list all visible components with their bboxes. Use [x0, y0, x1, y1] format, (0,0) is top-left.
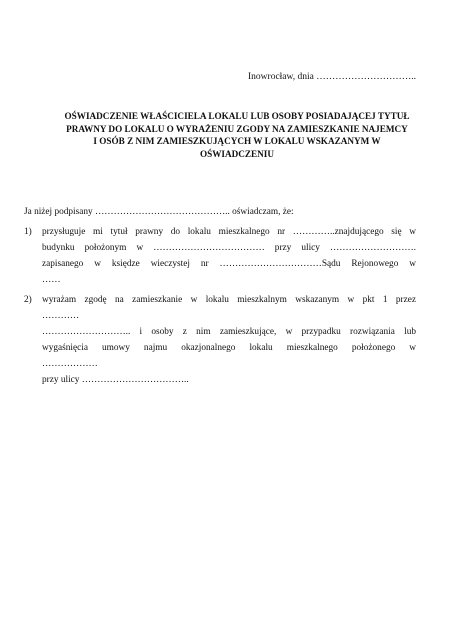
declaration-intro: Ja niżej podpisany …………………………………….. oświadczam, że:	[24, 207, 294, 217]
place-and-date: Inowrocław, dnia …………………………..	[248, 72, 416, 82]
title-line: OŚWIADCZENIU	[199, 148, 275, 159]
declaration-item-2	[24, 292, 416, 388]
declaration-body	[24, 204, 416, 392]
item-number: 1)	[24, 227, 32, 237]
item-line: przysługuje mi tytuł prawny do lokalu mieszkalnego nr …………..znajdującego się w	[42, 227, 416, 237]
item-text	[42, 292, 416, 388]
item-number: 2)	[24, 295, 32, 305]
title-line: OŚWIADCZENIE WŁAŚCICIELA LOKALU LUB OSOBY POSIADAJĄCEJ TYTUŁ	[64, 111, 410, 121]
item-line: ………………	[42, 359, 98, 369]
item-line: wygaśnięcia umowy najmu okazjonalnego lokalu mieszkalnego położonego w	[42, 343, 416, 353]
item-line: budynku położonym w ……………………………… przy ulicy ……………………….	[42, 243, 416, 253]
item-line: zapisanego w księdze wieczystej nr ……………………………Sądu Rejonowego w	[42, 259, 416, 269]
title-line: PRAWNY DO LOKALU O WYRAŻENIU ZGODY NA ZAMIESZKANIE NAJEMCY	[66, 123, 408, 134]
item-line: ……………………….. i osoby z nim zamieszkujące, w przypadku rozwiązania lub	[42, 327, 416, 337]
item-line: przy ulicy ……………………………..	[42, 375, 189, 385]
item-line: ……	[42, 275, 61, 285]
title-line: I OSÓB Z NIM ZAMIESZKUJĄCYCH W LOKALU WSKAZANYM W	[93, 136, 381, 147]
item-text	[42, 224, 416, 288]
item-line: wyrażam zgodę na zamieszkanie w lokalu mieszkalnym wskazanym w pkt 1 przez	[42, 295, 416, 305]
document-title	[48, 110, 426, 160]
declaration-item-1	[24, 224, 416, 288]
item-line: …………	[42, 311, 80, 321]
